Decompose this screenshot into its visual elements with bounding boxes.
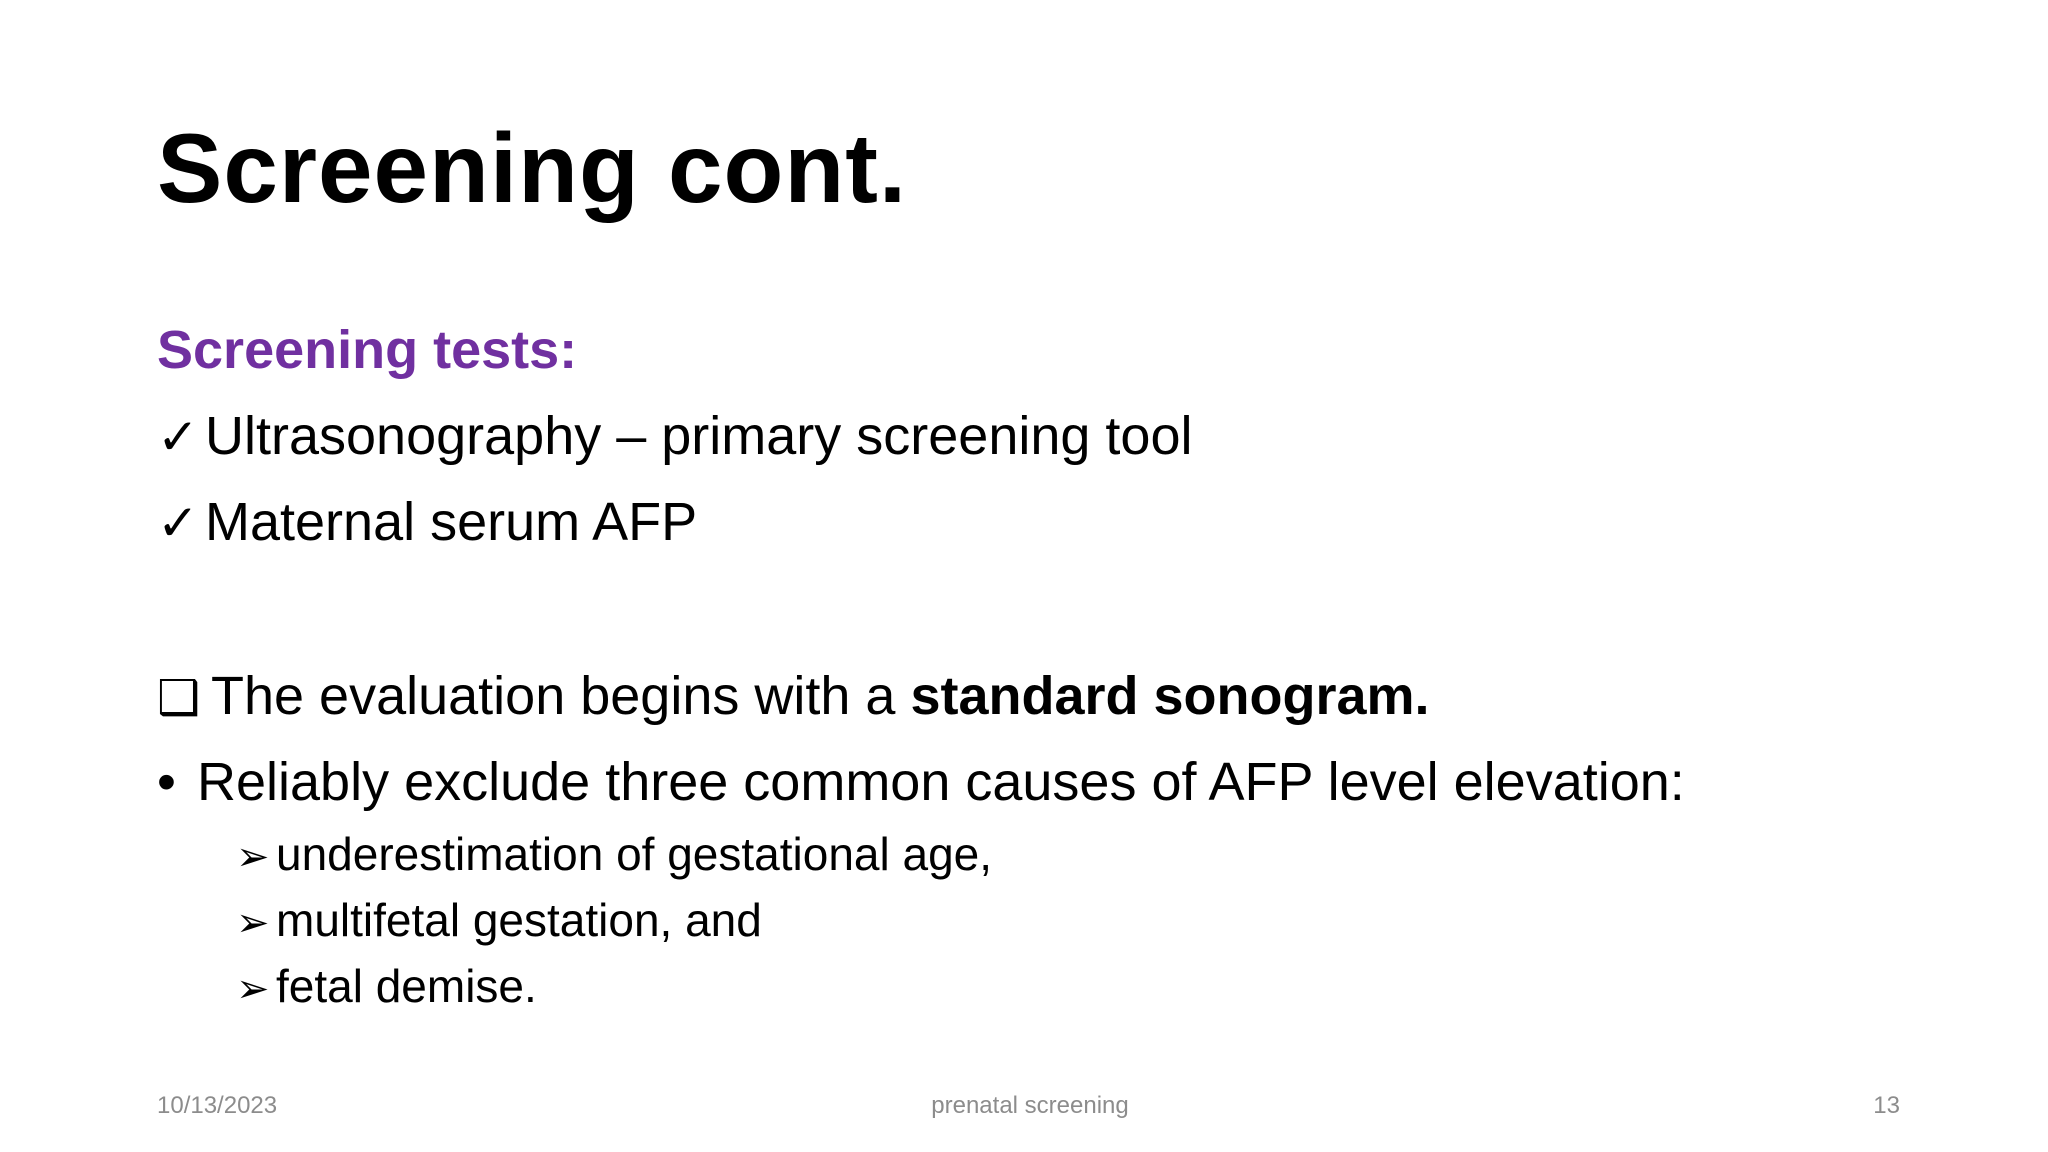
arrow-bullet-icon: ➢ (236, 966, 270, 1012)
page-number: 13 (1873, 1092, 1900, 1119)
evaluation-text: The evaluation begins with a (211, 666, 911, 726)
footer-title: prenatal screening (931, 1092, 1129, 1119)
checkmark-icon: ✓ (157, 408, 199, 466)
sub-list-item-text: multifetal gestation, and (276, 894, 762, 946)
checkbox-icon: ❑ (157, 670, 201, 726)
slide-title: Screening cont. (157, 113, 908, 223)
checkmark-icon: ✓ (157, 494, 199, 552)
bullet-item (157, 750, 1685, 814)
checklist-item (157, 404, 1192, 469)
evaluation-bold-text: standard sonogram. (910, 666, 1430, 726)
sub-list-item (236, 892, 762, 951)
bullet-icon: • (157, 752, 176, 812)
sub-list-item (236, 826, 992, 885)
footer-date: 10/13/2023 (157, 1092, 278, 1119)
checklist-item (157, 490, 697, 555)
bullet-text: Reliably exclude three common causes of AFP level elevation: (197, 752, 1685, 812)
sub-list-item-text: fetal demise. (276, 960, 537, 1012)
subheading: Screening tests: (157, 320, 578, 380)
evaluation-item (157, 664, 1430, 730)
checklist-item-text: Ultrasonography – primary screening tool (205, 406, 1193, 466)
sub-list-item-text: underestimation of gestational age, (276, 828, 993, 880)
sub-list-item (236, 958, 537, 1017)
arrow-bullet-icon: ➢ (236, 900, 270, 946)
arrow-bullet-icon: ➢ (236, 834, 270, 880)
checklist-item-text: Maternal serum AFP (205, 492, 698, 552)
